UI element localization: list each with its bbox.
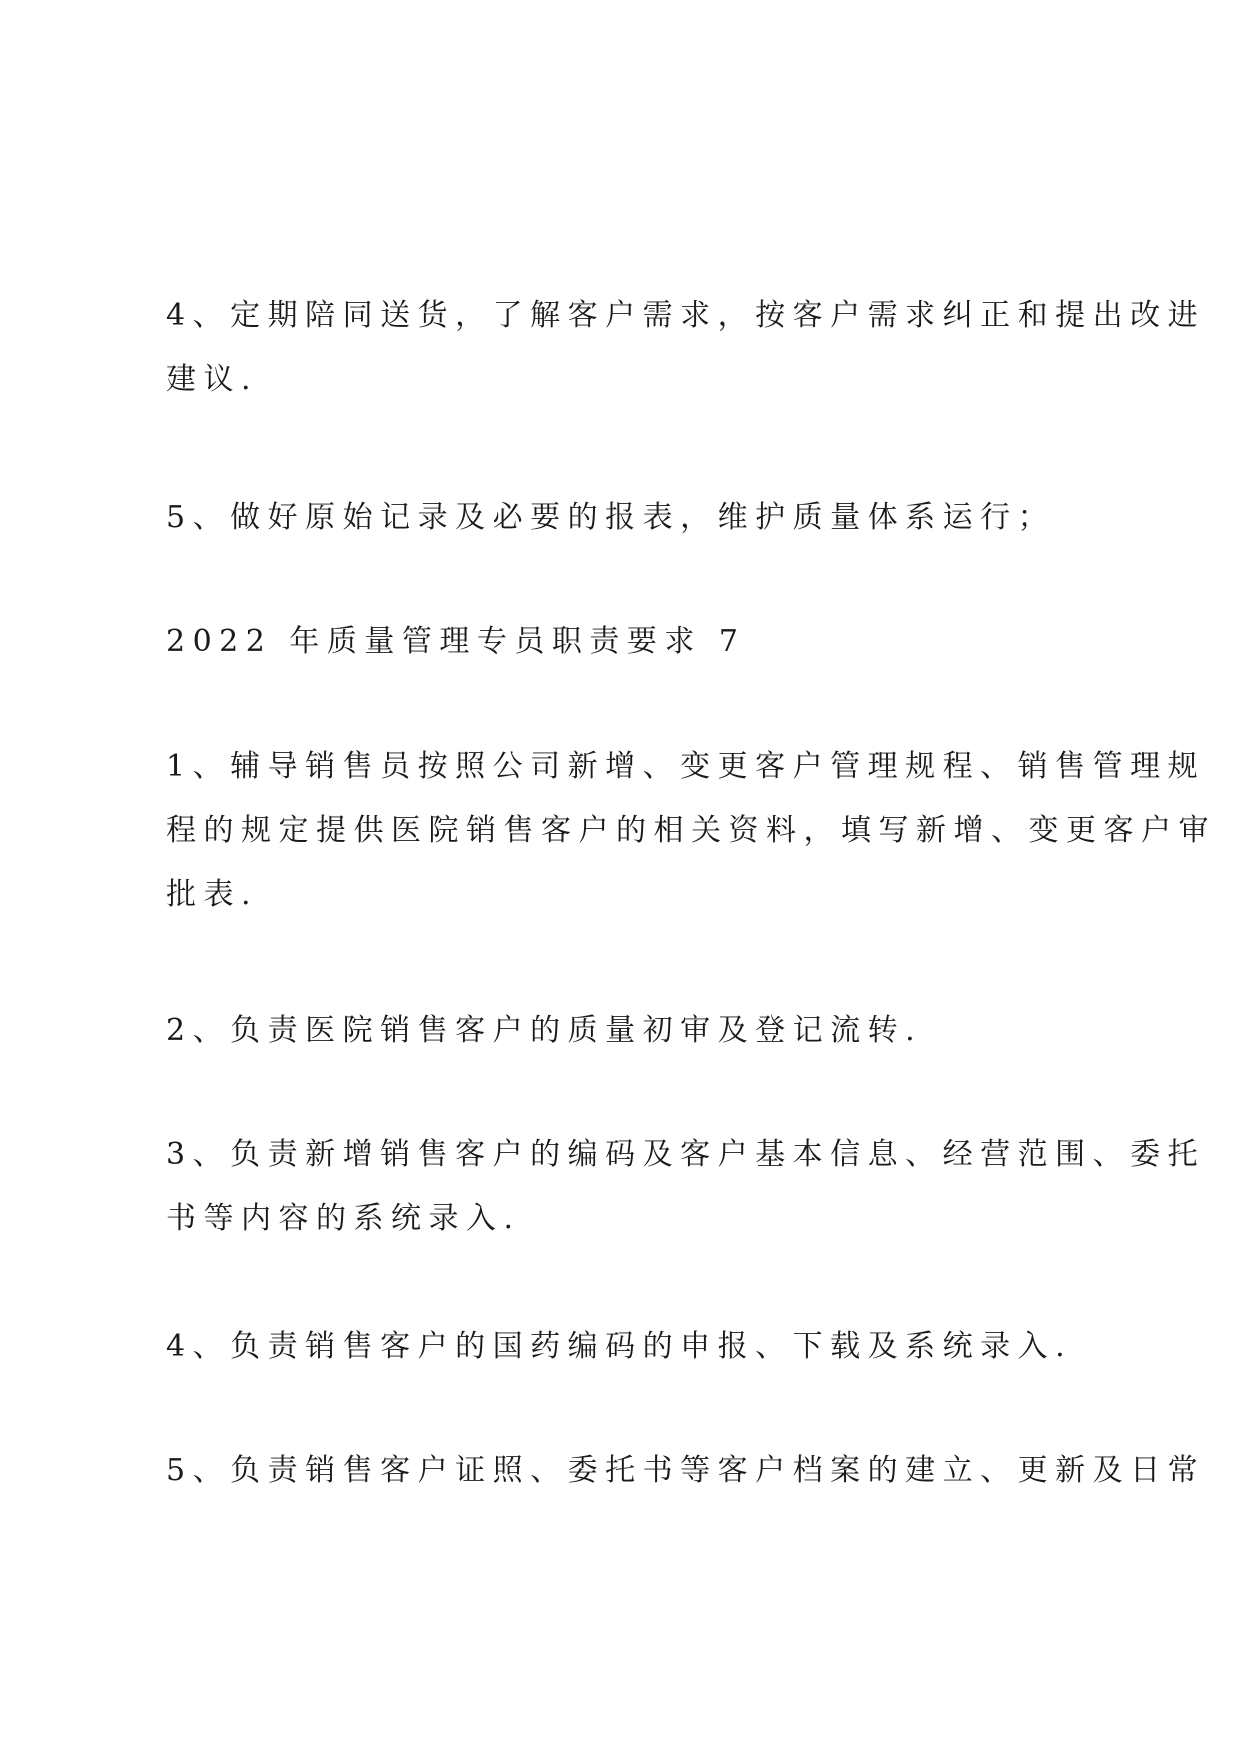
paragraph-item-5-archives [166, 1439, 1206, 1503]
text-line: 4、定期陪同送货，了解客户需求，按客户需求纠正和提出改进 [166, 298, 1206, 333]
paragraph-item-5-records [166, 486, 1106, 550]
text-line: 3、负责新增销售客户的编码及客户基本信息、经营范围、委托 [166, 1137, 1206, 1172]
text-line: 4、负责销售客户的国药编码的申报、下载及系统录入. [166, 1329, 1073, 1364]
paragraph-item-4-delivery [166, 284, 1206, 412]
text-line: 程的规定提供医院销售客户的相关资料，填写新增、变更客户审 [166, 813, 1216, 848]
text-line: 5、负责销售客户证照、委托书等客户档案的建立、更新及日常 [166, 1453, 1206, 1488]
text-line: 2、负责医院销售客户的质量初审及登记流转. [166, 1013, 923, 1048]
paragraph-item-2-review [166, 999, 1106, 1063]
section-heading [166, 610, 1106, 674]
paragraph-item-4-national-code [166, 1315, 1106, 1379]
text-line: 建议. [166, 362, 259, 397]
text-line: 5、做好原始记录及必要的报表，维护质量体系运行； [166, 500, 1056, 535]
text-line: 书等内容的系统录入. [166, 1201, 521, 1236]
paragraph-item-1-guidance [166, 735, 1216, 927]
text-line: 批表. [166, 877, 259, 912]
paragraph-item-3-coding [166, 1123, 1206, 1251]
text-line: 1、辅导销售员按照公司新增、变更客户管理规程、销售管理规 [166, 749, 1206, 784]
heading-text: 2022 年质量管理专员职责要求 7 [166, 624, 746, 659]
